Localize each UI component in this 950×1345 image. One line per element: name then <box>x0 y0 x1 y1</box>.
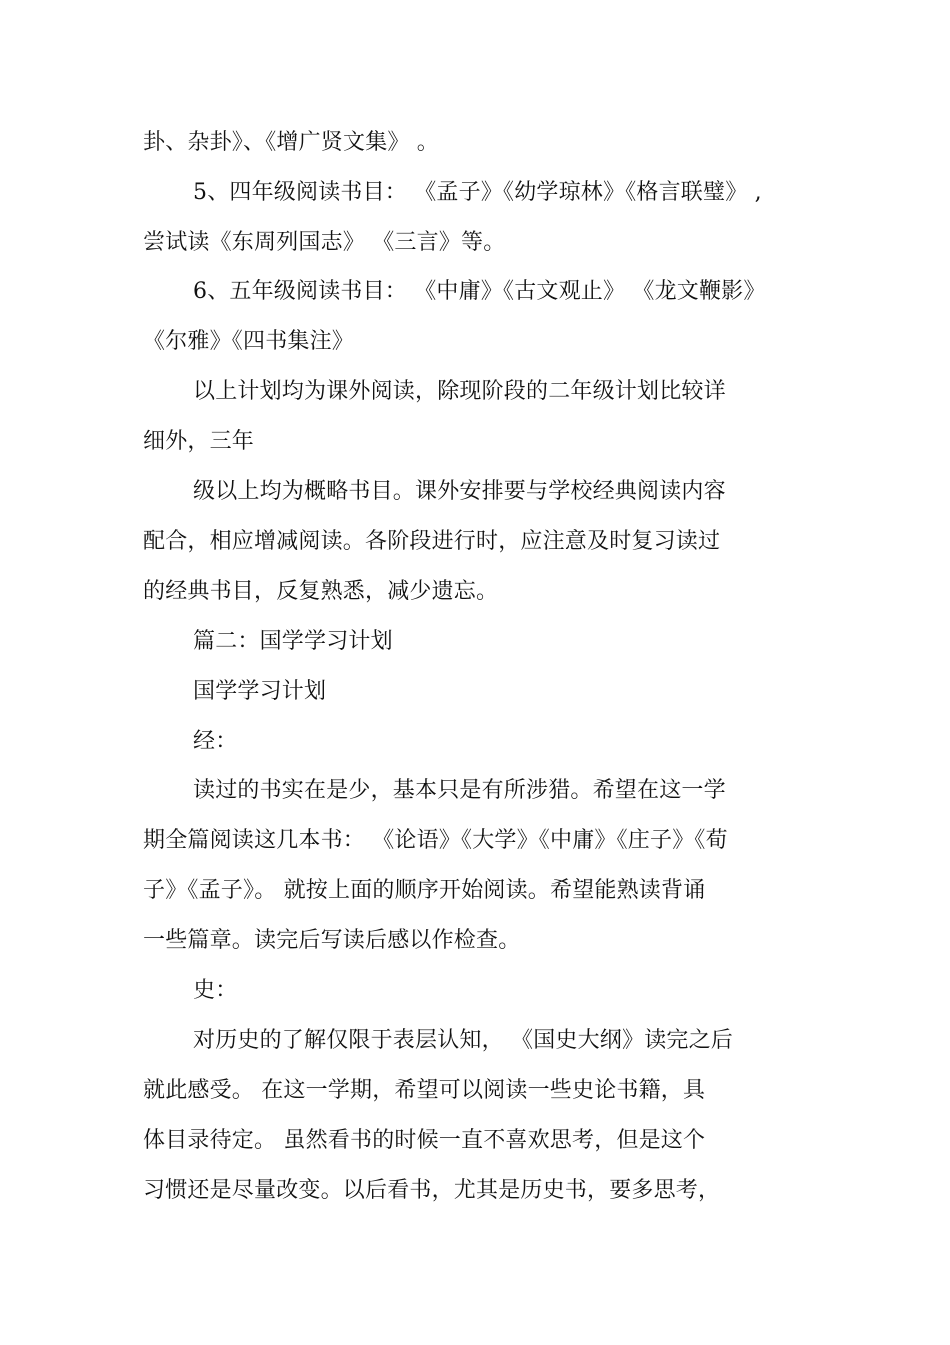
text-line: 体目录待定。 虽然看书的时候一直不喜欢思考，但是这个 <box>143 1128 706 1153</box>
text-line: 5、四年级阅读书目： 《孟子》《幼学琼林》《格言联璧》 , <box>193 180 762 205</box>
text-line: 期全篇阅读这几本书： 《论语》《大学》《中庸》《庄子》《荀 <box>143 828 728 853</box>
text-line: 卦、杂卦》、《增广贤文集》 。 <box>143 130 439 155</box>
text-line: 习惯还是尽量改变。以后看书，尤其是历史书，要多思考， <box>143 1178 721 1203</box>
text-line: 细外，三年 <box>143 429 255 454</box>
text-line: 尝试读《东周列国志》 《三言》等。 <box>143 230 506 255</box>
subheading-jing: 经： <box>193 729 238 754</box>
text-line: 《尔雅》《四书集注》 <box>143 329 355 354</box>
text-line: 子》《孟子》。 就按上面的顺序开始阅读。希望能熟读背诵 <box>143 878 706 903</box>
text-line: 一些篇章。读完后写读后感以作检查。 <box>143 928 521 953</box>
text-line: 级以上均为概略书目。课外安排要与学校经典阅读内容 <box>193 479 726 504</box>
subheading-shi: 史： <box>193 978 238 1003</box>
text-line: 就此感受。 在这一学期，希望可以阅读一些史论书籍，具 <box>143 1078 706 1103</box>
document-title: 国学学习计划 <box>193 679 327 704</box>
text-line: 的经典书目，反复熟悉，减少遗忘。 <box>143 579 499 604</box>
text-line: 读过的书实在是少，基本只是有所涉猎。希望在这一学 <box>193 778 726 803</box>
text-line: 对历史的了解仅限于表层认知， 《国史大纲》读完之后 <box>193 1028 733 1053</box>
text-line: 以上计划均为课外阅读，除现阶段的二年级计划比较详 <box>193 379 726 404</box>
text-line: 配合，相应增减阅读。各阶段进行时，应注意及时复习读过 <box>143 529 721 554</box>
section-heading: 篇二：国学学习计划 <box>193 629 393 654</box>
text-line: 6、五年级阅读书目： 《中庸》《古文观止》 《龙文鞭影》 <box>193 279 766 304</box>
